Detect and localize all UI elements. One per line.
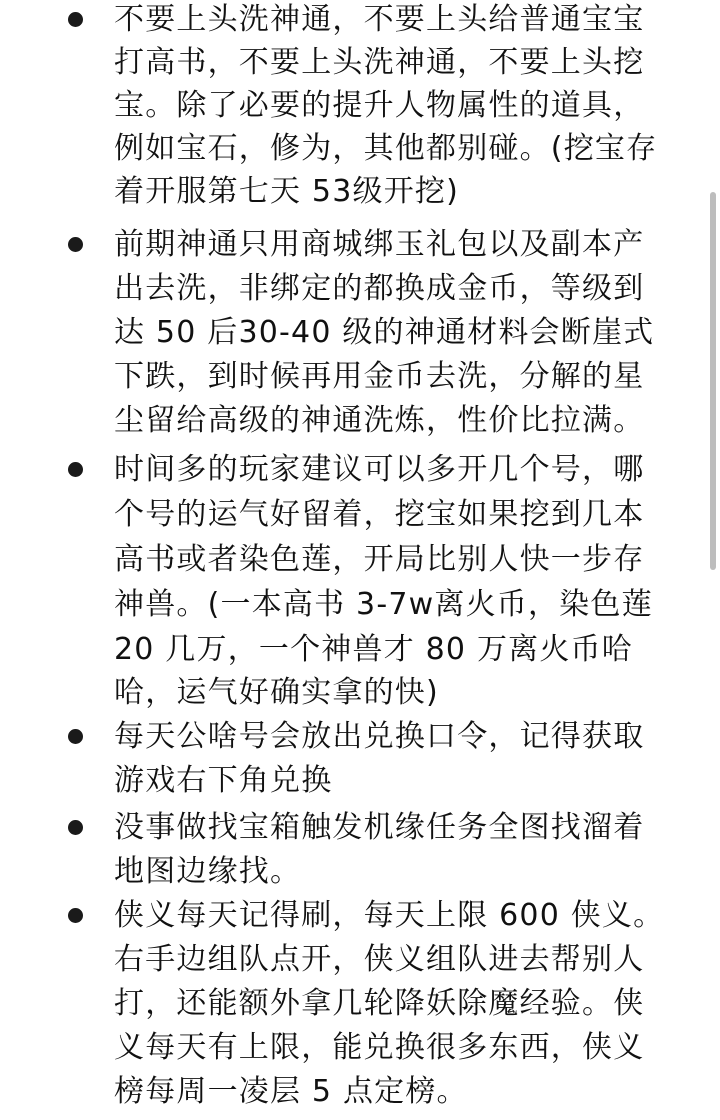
bullet-dot — [68, 12, 83, 27]
text-line: 游戏右下角兑换 — [114, 763, 333, 798]
text-line: 义每天有上限，能兑换很多东西，侠义 — [114, 1030, 645, 1065]
text-line: 尘留给高级的神通洗炼，性价比拉满。 — [114, 403, 645, 438]
text-line: 不要上头洗神通，不要上头给普通宝宝 — [114, 2, 645, 37]
text-line: 右手边组队点开，侠义组队进去帮别人 — [114, 942, 645, 977]
text-line: 个号的运气好留着，挖宝如果挖到几本 — [114, 497, 645, 532]
scrollbar[interactable] — [706, 0, 720, 1120]
bullet-dot — [68, 462, 83, 477]
bullet-dot — [68, 729, 83, 744]
text-line: 出去洗，非绑定的都换成金币，等级到 — [114, 271, 645, 306]
text-line: 地图边缘找。 — [114, 854, 302, 889]
text-line: 高书或者染色莲，开局比别人快一步存 — [114, 542, 645, 577]
text-line: 没事做找宝箱触发机缘任务全图找溜着 — [114, 810, 645, 845]
text-line: 下跌，到时候再用金币去洗，分解的星 — [114, 359, 645, 394]
text-line: 神兽。(一本高书 3-7w离火币，染色莲 — [114, 587, 653, 622]
text-line: 例如宝石，修为，其他都别碰。(挖宝存 — [114, 131, 658, 166]
text-line: 宝。除了必要的提升人物属性的道具， — [114, 88, 645, 123]
text-line: 哈，运气好确实拿的快) — [114, 675, 439, 710]
scrollbar-thumb[interactable] — [710, 192, 716, 570]
bullet-dot — [68, 237, 83, 252]
text-line: 侠义每天记得刷，每天上限 600 侠义。 — [114, 898, 665, 933]
text-line: 20 几万，一个神兽才 80 万离火币哈 — [114, 632, 633, 667]
bullet-dot — [68, 908, 83, 923]
text-line: 榜每周一凌层 5 点定榜。 — [114, 1074, 468, 1109]
text-line: 打，还能额外拿几轮降妖除魔经验。侠 — [114, 986, 645, 1021]
text-line: 着开服第七天 53级开挖) — [114, 174, 460, 209]
text-line: 时间多的玩家建议可以多开几个号，哪 — [114, 452, 645, 487]
text-line: 打高书，不要上头洗神通，不要上头挖 — [114, 45, 645, 80]
text-line: 每天公啥号会放出兑换口令，记得获取 — [114, 719, 645, 754]
bullet-dot — [68, 820, 83, 835]
text-line: 前期神通只用商城绑玉礼包以及副本产 — [114, 227, 645, 262]
text-line: 达 50 后30-40 级的神通材料会断崖式 — [114, 315, 655, 350]
